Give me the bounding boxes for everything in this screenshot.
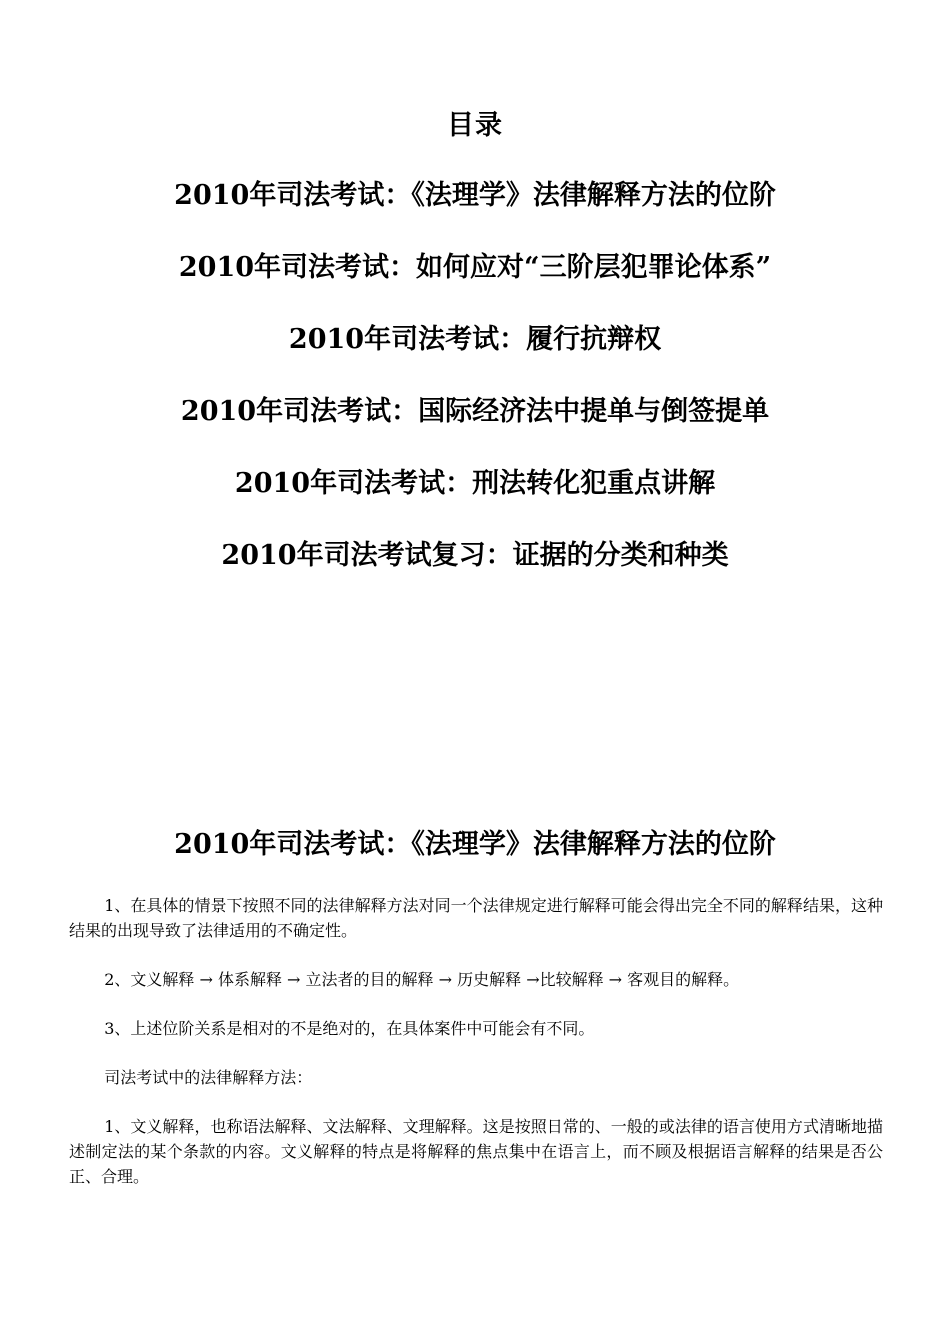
paragraph: 1、文义解释，也称语法解释、文法解释、文理解释。这是按照日常的、一般的或法律的语言使用方式清晰地描述制定法的某个条款的内容。文义解释的特点是将解释的焦点集中在语言上，而不顾及根据语言解释的结果是否公正、合理。 [69,1117,883,1186]
toc-list [0,178,950,610]
section-body [69,893,883,1213]
paragraph: 1、在具体的情景下按照不同的法律解释方法对同一个法律规定进行解释可能会得出完全不同的解释结果，这种结果的出现导致了法律适用的不确定性。 [69,896,883,940]
toc-item[interactable]: 2010年司法考试：履行抗辩权 [288,324,662,355]
paragraph: 3、上述位阶关系是相对的不是绝对的，在具体案件中可能会有不同。 [104,1019,595,1038]
toc-item[interactable]: 2010年司法考试复习：证据的分类和种类 [221,540,729,571]
paragraph: 2、文义解释 → 体系解释 → 立法者的目的解释 → 历史解释 →比较解释 → 客观目的解释。 [104,970,740,989]
toc-item[interactable]: 2010年司法考试：刑法转化犯重点讲解 [234,468,716,499]
toc-item[interactable]: 2010年司法考试：《法理学》法律解释方法的位阶 [174,180,776,211]
paragraph: 司法考试中的法律解释方法： [104,1068,313,1087]
section-title: 2010年司法考试：《法理学》法律解释方法的位阶 [174,829,776,860]
toc-item[interactable]: 2010年司法考试：如何应对“三阶层犯罪论体系” [178,252,772,283]
toc-title: 目录 [447,110,503,141]
toc-item[interactable]: 2010年司法考试：国际经济法中提单与倒签提单 [180,396,770,427]
